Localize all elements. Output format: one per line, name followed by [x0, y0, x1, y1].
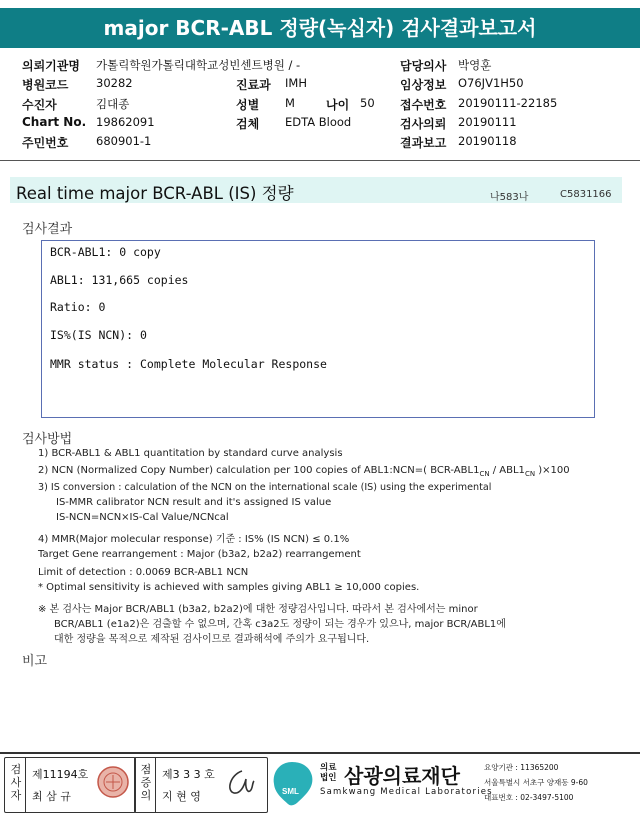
method-line-4: 4) MMR(Major molecular response) 기준 : IS% (IS NCN) ≤ 0.1% — [38, 534, 350, 545]
hospital-label: 의뢰기관명 — [22, 59, 80, 73]
section-title: Real time major BCR-ABL (IS) 정량 — [16, 184, 294, 203]
method-line-1: 1) BCR-ABL1 & ABL1 quantitation by standard curve analysis — [38, 448, 343, 459]
footer-divider — [0, 752, 640, 754]
test-code: 나583나 — [490, 192, 529, 203]
examiner-divider — [25, 757, 26, 813]
specialist-vertical-label: 점 증 의 — [140, 763, 152, 802]
sex-value: M — [285, 96, 295, 110]
result-ratio: Ratio: 0 — [50, 300, 106, 314]
sex-label: 성별 — [236, 98, 260, 112]
resident-no-value: 680901-1 — [96, 134, 152, 148]
remarks-heading: 비고 — [22, 654, 48, 669]
result-is: IS%(IS NCN): 0 — [50, 328, 147, 342]
result-bcr-abl1: BCR-ABL1: 0 copy — [50, 245, 161, 259]
report-title: major BCR-ABL 정량(녹십자) 검사결과보고서 — [0, 8, 640, 48]
accession-label: 접수번호 — [400, 98, 447, 112]
svg-text:SML: SML — [282, 787, 299, 796]
method-line-3a: 3) IS conversion : calculation of the NCN on the international scale (IS) using the experimental — [38, 482, 492, 493]
specialist-name: 지 현 영 — [162, 790, 201, 803]
method-sensitivity-note: * Optimal sensitivity is achieved with samples giving ABL1 ≥ 10,000 copies. — [38, 582, 420, 593]
result-abl1: ABL1: 131,665 copies — [50, 273, 189, 287]
org-english-name: Samkwang Medical Laboratories — [320, 787, 493, 797]
accession-value: 20190111-22185 — [458, 96, 558, 110]
dept-label: 진료과 — [236, 78, 271, 92]
resident-no-label: 주민번호 — [22, 136, 69, 150]
specimen-label: 검체 — [236, 117, 260, 131]
org-phone: 대표번호 : 02-3497-5100 — [484, 793, 574, 802]
specialist-divider — [155, 757, 156, 813]
examiner-license-no: 제11194호 — [32, 768, 89, 781]
doctor-label: 담당의사 — [400, 59, 447, 73]
org-type: 의료 법인 — [320, 763, 337, 783]
method-target-gene: Target Gene rearrangement : Major (b3a2, b2a2) rearrangement — [38, 549, 361, 560]
collector-label: 수진자 — [22, 98, 57, 112]
org-institution-code: 요양기관 : 11365200 — [484, 763, 559, 772]
result-mmr-status: MMR status : Complete Molecular Response — [50, 357, 327, 371]
examiner-name: 최 삼 규 — [32, 790, 71, 803]
specimen-value: EDTA Blood — [285, 115, 352, 129]
specialist-signature-icon — [220, 765, 260, 801]
sml-logo-icon — [268, 760, 318, 810]
specialist-license-no: 제3 3 3 호 — [162, 768, 215, 781]
age-value: 50 — [360, 96, 375, 110]
chart-no-label: Chart No. — [22, 115, 87, 129]
examiner-seal-icon — [96, 765, 130, 799]
dept-value: IMH — [285, 76, 307, 90]
method-line-3c: IS-NCN=NCN×IS-Cal Value/NCNcal — [56, 512, 229, 523]
method-line-3b: IS-MMR calibrator NCN result and it's assigned IS value — [56, 497, 332, 508]
note-line-3: 대한 정량을 목적으로 제작된 검사이므로 결과해석에 주의가 요구됩니다. — [54, 634, 370, 645]
org-address: 서울특별시 서초구 양재동 9-60 — [484, 778, 588, 787]
report-date-label: 결과보고 — [400, 136, 447, 150]
clinical-info-value: O76JV1H50 — [458, 76, 524, 90]
request-date-value: 20190111 — [458, 115, 517, 129]
hospital-code-label: 병원코드 — [22, 78, 69, 92]
note-line-1: ※ 본 검사는 Major BCR/ABL1 (b3a2, b2a2)에 대한 정량검사입니다. 따라서 본 검사에서는 minor — [38, 604, 478, 615]
method-line-2: 2) NCN (Normalized Copy Number) calculation per 100 copies of ABL1:NCN=( BCR-$ABL1_{CN} / ABL1_{CN}$ )×100 — [38, 465, 570, 478]
header-divider — [0, 160, 640, 161]
clinical-info-label: 임상정보 — [400, 78, 447, 92]
methods-heading: 검사방법 — [22, 432, 73, 447]
hospital-code-value: 30282 — [96, 76, 133, 90]
collector-value: 김대종 — [96, 97, 130, 111]
examiner-vertical-label: 검 사 자 — [10, 763, 22, 802]
request-date-label: 검사의뢰 — [400, 117, 447, 131]
org-name: 삼광의료재단 — [344, 764, 460, 788]
hospital-value: 가톨릭학원가톨릭대학교성빈센트병원 / - — [96, 58, 301, 72]
age-label: 나이 — [326, 98, 350, 112]
chart-no-value: 19862091 — [96, 115, 155, 129]
method-limit-detection: Limit of detection : 0.0069 BCR-ABL1 NCN — [38, 567, 249, 578]
results-heading: 검사결과 — [22, 222, 73, 237]
specimen-code: C5831166 — [560, 189, 612, 200]
note-line-2: BCR/ABL1 (e1a2)은 검출할 수 없으며, 간혹 c3a2도 정량이 되는 경우가 있으나, major BCR/ABL1에 — [54, 619, 506, 630]
report-date-value: 20190118 — [458, 134, 517, 148]
doctor-value: 박영훈 — [458, 58, 492, 72]
